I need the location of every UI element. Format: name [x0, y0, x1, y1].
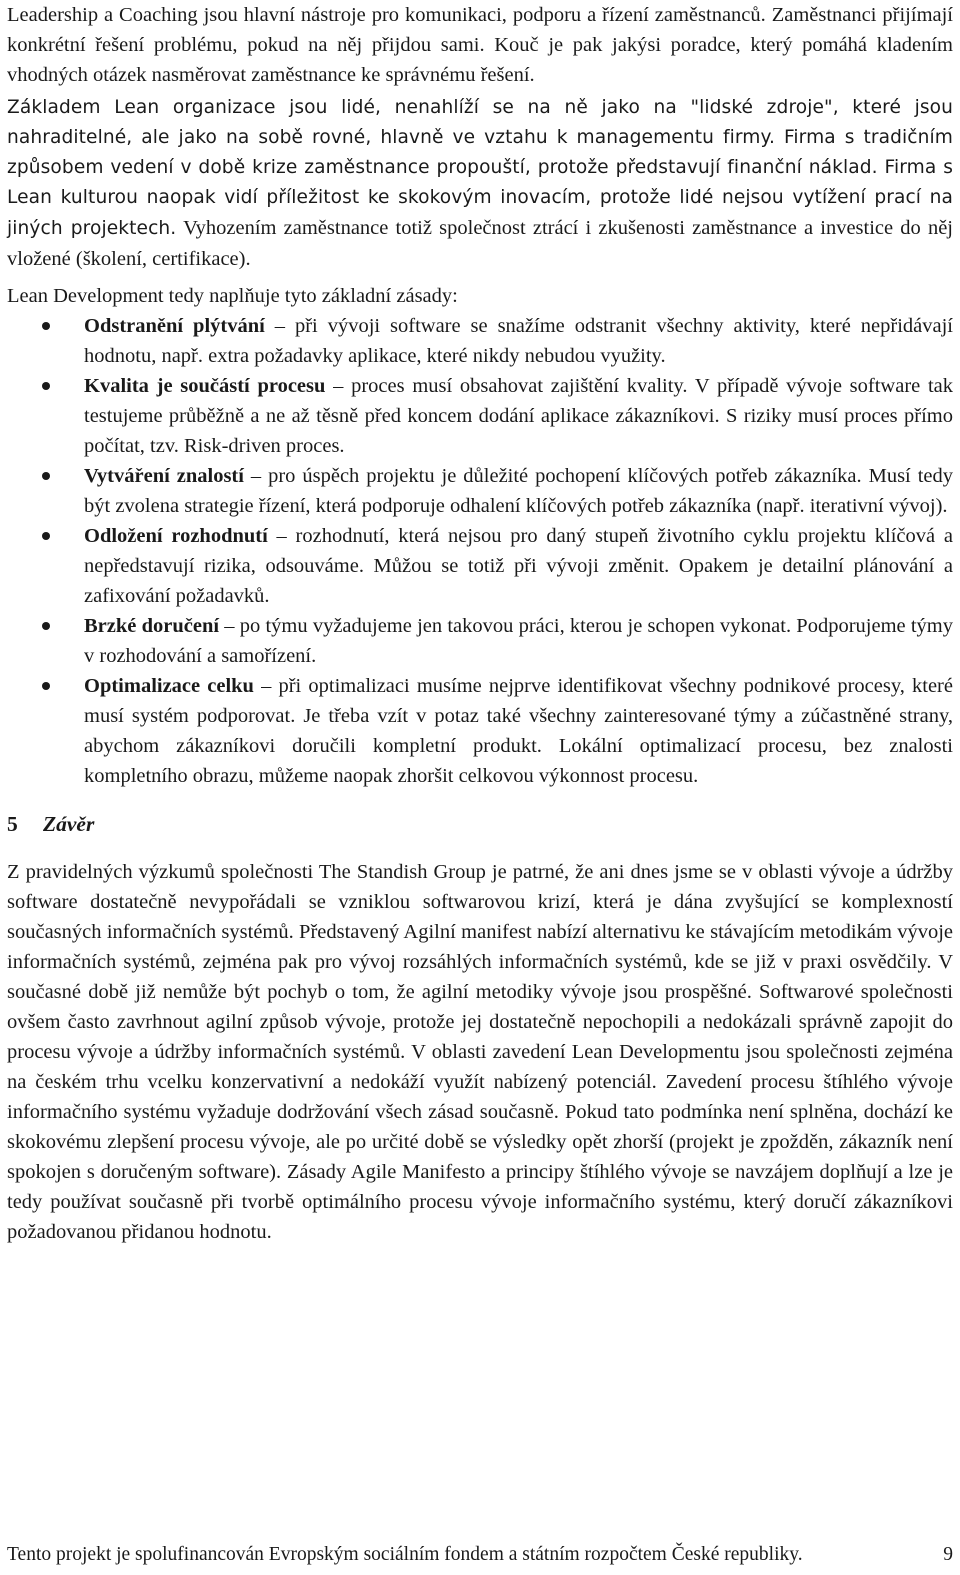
bullet-icon	[42, 472, 50, 480]
document-page	[7, 0, 953, 1247]
principle-term: Odstranění plýtvání	[84, 315, 265, 337]
section-number: 5	[7, 812, 18, 836]
list-item	[7, 611, 953, 671]
list-item	[7, 311, 953, 371]
principle-text: – pro úspěch projektu je důležité pochopení klíčových potřeb zákazníka. Musí tedy být zvolena strategie řízení, která podporuje odhalení klíčových potřeb zákazníka (např. iterativní vývoj).	[84, 465, 953, 517]
principle-term: Vytváření znalostí	[84, 465, 244, 487]
paragraph-lean-people	[7, 93, 953, 275]
list-item	[7, 461, 953, 521]
paragraph-lean-people-tail: Vyhozením zaměstnance totiž společnost ztrácí i zkušenosti zaměstnance a investice do něj vložené (školení, certifikace).	[7, 217, 953, 270]
principle-term: Brzké doručení	[84, 615, 220, 637]
principle-term: Optimalizace celku	[84, 675, 254, 697]
page-footer	[7, 1542, 953, 1568]
principle-term: Odložení rozhodnutí	[84, 525, 268, 547]
page-number: 9	[943, 1544, 953, 1565]
paragraph-conclusion: Z pravidelných výzkumů společnosti The Standish Group je patrné, že ani dnes jsme se v oblasti vývoje a údržby software dostatečně nevypořádali se vzniklou softwarovou krizí, která je dána zvyšující se komplexností současných informačních systémů. Představený Agilní manifest nabízí alternativu ke stávajícím metodikám vývoje informačních systémů, zejména pak pro vývoj rozsáhlých informačních systémů, kde se již v praxi osvědčily. V současné době již nemůže být pochyb o tom, že agilní metodiky vývoje jsou prospěšné. Softwarové společnosti ovšem často zavrhnout agilní způsob vývoje, protože jej dostatečně nepochopili a nedokázali správně zapojit do procesu vývoje a údržby informačních systémů. V oblasti zavedení Lean Developmentu jsou společnosti zejména na českém trhu vcelku konzervativní a nedokáží využít nabízený potenciál. Zavedení procesu štíhlého vývoje informačního systému vyžaduje dodržování všech zásad současně. Pokud tato podmínka není splněna, dochází ke skokovému zlepšení procesu vývoje, ale po určité době se výsledky opět zhorší (projekt je zpožděn, zákazník není spokojen s doručeným software). Zásady Agile Manifesto a principy štíhlého vývoje se navzájem doplňují a lze je tedy používat současně při tvorbě optimálního procesu vývoje informačního systému, který doručí zákazníkovi požadovanou přidanou hodnotu.	[7, 861, 953, 1243]
principle-text: – při vývoji software se snažíme odstranit všechny aktivity, které nepřidávají hodnotu, např. extra požadavky aplikace, které nikdy nebudou využity.	[84, 315, 953, 367]
bullet-icon	[42, 532, 50, 540]
paragraph-leadership: Leadership a Coaching jsou hlavní nástroje pro komunikaci, podporu a řízení zaměstnanců. Zaměstnanci přijímají konkrétní řešení problému, pokud na něj přijdou sami. Kouč je pak jakýsi poradce, který pomáhá kladením vhodných otázek nasměrovat zaměstnance ke správnému řešení.	[7, 4, 953, 86]
bullet-icon	[42, 682, 50, 690]
principle-text: – proces musí obsahovat zajištění kvality. V případě vývoje software tak testujeme průběžně a ne až těsně před koncem dodání aplikace zákazníkovi. S riziky musí proces přímo počítat, tzv. Risk-driven proces.	[84, 375, 953, 457]
footer-text: Tento projekt je spolufinancován Evropským sociálním fondem a státním rozpočtem České republiky.	[7, 1544, 803, 1565]
bullet-icon	[42, 622, 50, 630]
principle-text: – po týmu vyžadujeme jen takovou práci, kterou je schopen vykonat. Podporujeme týmy v rozhodování a samořízení.	[84, 615, 953, 667]
list-item	[7, 371, 953, 461]
list-item	[7, 671, 953, 791]
principle-text: – rozhodnutí, která nejsou pro daný stupeň životního cyklu projektu klíčová a nepředstavují rizika, odsouváme. Můžou se totiž při vývoji změnit. Opakem je detailní plánování a zafixování požadavků.	[84, 525, 953, 607]
principle-text: – při optimalizaci musíme nejprve identifikovat všechny podnikové procesy, které musí systém podporovat. Je třeba vzít v potaz také všechny zainteresované týmy a zúčastněné strany, abychom zákazníkovi doručili kompletní produkt. Lokální optimalizací procesu, bez znalosti kompletního obrazu, můžeme naopak zhoršit celkovou výkonnost procesu.	[84, 675, 953, 787]
section-title: Závěr	[43, 812, 95, 836]
paragraph-principles-intro: Lean Development tedy naplňuje tyto základní zásady:	[7, 285, 458, 307]
list-item	[7, 521, 953, 611]
bullet-icon	[42, 382, 50, 390]
paragraph-lean-people-main: Základem Lean organizace jsou lidé, nenahlíží se na ně jako na "lidské zdroje", které jsou nahraditelné, ale jako na sobě rovné, hlavně ve vztahu k managementu firmy. Firma s tradičním způsobem vedení v době krize zaměstnance propouští, protože představují finanční náklad. Firma s Lean kulturou naopak vidí příležitost ke skokovým inovacím, protože lidé nejsou vytížení prací na jiných projektech.	[7, 97, 953, 239]
section-heading	[7, 809, 953, 839]
principles-list	[7, 311, 953, 791]
principle-term: Kvalita je součástí procesu	[84, 375, 326, 397]
bullet-icon	[42, 322, 50, 330]
